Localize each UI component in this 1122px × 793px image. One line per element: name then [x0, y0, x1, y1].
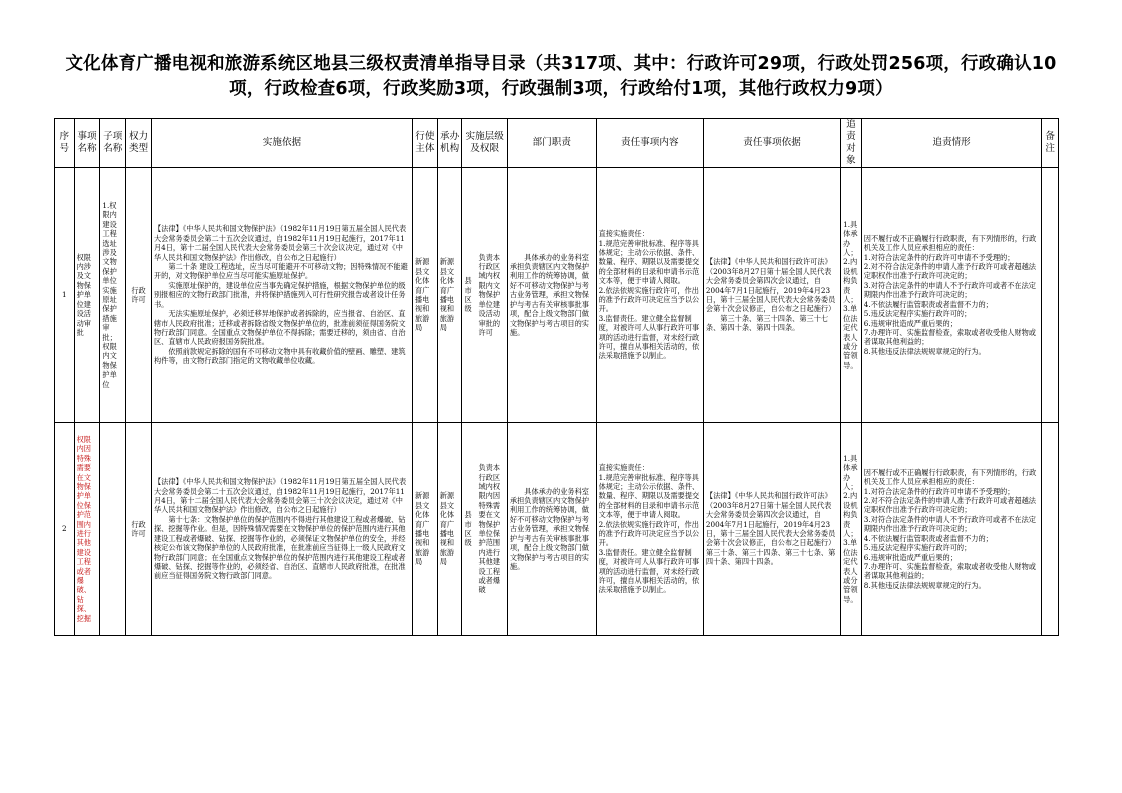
page-title: 文化体育广播电视和旅游系统区地县三级权责清单指导目录（共317项、其中：行政许可29项，行政处罚256项，行政确认10项，行政检查6项，行政奖励3项，行政强制3项，行政给付1项，其他行政权力9项）: [65, 54, 1057, 99]
header-accountable: 追责对象: [841, 119, 862, 168]
header-remark: 备注: [1042, 119, 1059, 168]
basis-cell: 【法律】《中华人民共和国文物保护法》（1982年11月19日第五届全国人民代表大会常务委员会第二十五次会议通过，自1982年11月19日起施行，2017年11月4日，第十二届全国人民代表大会常务委员会第三十次会议决定，通过对《中华人民共和国文物保护法》作出修改，自公布之日起施行） 第十七条：文物保护单位的保护范围内不得进行其他建设工程或者爆破、钻探、挖掘等作业。但是，因特殊情况需要在文物保护单位的保护范围内进行其他建设工程或者爆破、钻探、挖掘等作业的，必须保证文物保护单位的安全，并经核定公布该文物保护单位的人民政府批准，在批准前应当征得上一级人民政府文物行政部门同意；在全国重点文物保护单位的保护范围内进行其他建设工程或者爆破、钻探、挖掘等作业的，必须经省、自治区、直辖市人民政府批准，在批准前应当征得国务院文物行政部门同意。: [151, 423, 412, 636]
remark-cell: [1042, 423, 1059, 636]
seq-cell: 1: [55, 168, 75, 423]
remark-cell: [1042, 168, 1059, 423]
resp-content-cell: 直接实施责任： 1.规范完善审批标准、程序等具体规定；主动公示依据、条件、数量、程序、期限以及需要提交的全部材料的目录和申请书示范文本等，便于申请人阅取。 2.依法依规实施行政许可，作出的准予行政许可决定应当予以公开。 3.监督责任。建立健全监督制度，对被许可人从事行政许可事项的活动进行监督，对未经行政许可，擅自从事相关活动的，依法采取措施予以制止。: [596, 168, 703, 423]
item-name-cell: 权限内涉及文物保护单位建设活动审批: [74, 168, 100, 423]
power-type-cell: 行政许可: [126, 423, 152, 636]
table-row: [55, 168, 1059, 423]
header-handler: 承办机构: [437, 119, 462, 168]
seq-cell: 2: [55, 423, 75, 636]
level-limit: 负责本行政区域内权限内文物保护单位建设活动审批的许可: [478, 252, 501, 337]
level-cell: [462, 168, 507, 423]
accountable-case-cell: 因不履行或不正确履行行政职责，有下列情形的，行政机关及工作人员应承担相应的责任： 1.对符合法定条件的行政许可申请不予受理的； 2.对不符合法定条件的申请人准予行政许可或者超越法定职权作出准予行政许可决定的； 3.对符合法定条件的申请人不予行政许可或者不在法定期限内作出准予行政许可决定的； 4.不依法履行监管职责或者监督不力的； 5.违反法定程序实施行政许可的； 6.违规审批造成严重后果的； 7.办理许可、实施监督检查，索取或者收受他人财物或者谋取其他利益的； 8.其他违反法律法规规章规定的行为。: [861, 168, 1042, 423]
header-resp-basis: 责任事项依据: [703, 119, 840, 168]
header-basis: 实施依据: [151, 119, 412, 168]
sub-item-cell: [100, 423, 126, 636]
dept-duty-cell: 具体承办的业务科室承担负责辖区内文物保护利用工作的统筹协调，做好不可移动文物保护与考古业务管理，承担文物保护与考古有关审核事批事项，配合上级文物部门做文物保护与考古项目的实施。: [507, 168, 596, 423]
accountable-case-cell: 因不履行或不正确履行行政职责，有下列情形的，行政机关及工作人员应承担相应的责任： 1.对符合法定条件的行政许可申请不予受理的； 2.对不符合法定条件的申请人准予行政许可或者超越法定职权作出准予行政许可决定的； 3.对符合法定条件的申请人不予行政许可或者不在法定期限内作出准予行政许可决定的； 4.不依法履行监管职责或者监督不力的； 5.违反法定程序实施行政许可的； 6.违规审批造成严重后果的； 7.办理许可、实施监督检查，索取或者收受他人财物或者谋取其他利益的； 8.其他违反法律法规规章规定的行为。: [861, 423, 1042, 636]
header-subject: 行使主体: [412, 119, 437, 168]
subject-cell: 新源县文化体育广播电视和旅游局: [412, 423, 437, 636]
table-row: [55, 423, 1059, 636]
header-seq: 序号: [55, 119, 75, 168]
sub-item-cell: 1.权限内建设工程选址涉及文物保护单位实施原址保护措施审批；权限内文物保护单位: [100, 168, 126, 423]
item-name-cell: 权限内因特殊需要在文物保护单位保护范围内进行其他建设工程或者爆破、钻探、挖掘: [74, 423, 100, 636]
resp-basis-cell: 【法律】《中华人民共和国行政许可法》（2003年8月27日第十届全国人民代表大会常务委员会第四次会议通过，自2004年7月1日起施行，2019年4月23日，第十三届全国人民代表大会常务委员会第十次会议修正，自公布之日起施行） 第三十条、第三十四条、第三十七条、第四十条、第四十四条。: [703, 423, 840, 636]
level-label: 县市区级: [464, 510, 472, 548]
resp-content-cell: 直接实施责任： 1.规范完善审批标准、程序等具体规定；主动公示依据、条件、数量、程序、期限以及需要提交的全部材料的目录和申请书示范文本等，便于申请人阅取。 2.依法依规实施行政许可，作出的准予行政许可决定应当予以公开。 3.监督责任。建立健全监督制度，对被许可人从事行政许可事项的活动进行监督，对未经行政许可，擅自从事相关活动的，依法采取措施予以制止。: [596, 423, 703, 636]
responsibility-table: [54, 118, 1059, 636]
accountable-cell: 1.具体承办人； 2.内设机构负责人； 3.单位法定代表人或分管领导。: [841, 423, 862, 636]
header-sub-item: 子项名称: [100, 119, 126, 168]
basis-cell: 【法律】《中华人民共和国文物保护法》（1982年11月19日第五届全国人民代表大会常务委员会第二十五次会议通过，自1982年11月19日起施行，2017年11月4日，第十二届全国人民代表大会常务委员会第三十次会议决定，通过对《中华人民共和国文物保护法》作出修改，自公布之日起施行） 第二十条 建设工程选址，应当尽可能避开不可移动文物；因特殊情况不能避开的，对文物保护单位应当尽可能实施原址保护。 实施原址保护的，建设单位应当事先确定保护措施，根据文物保护单位的级别报相应的文物行政部门批准，并将保护措施列入可行性研究报告或者设计任务书。 无法实施原址保护，必须迁移异地保护或者拆除的，应当报省、自治区、直辖市人民政府批准；迁移或者拆除省级文物保护单位的，批准前须征得国务院文物行政部门同意。全国重点文物保护单位不得拆除；需要迁移的，须由省、自治区、直辖市人民政府报国务院批准。 依照前款规定拆除的国有不可移动文物中具有收藏价值的壁画、雕塑、建筑构件等，由文物行政部门指定的文物收藏单位收藏。: [151, 168, 412, 423]
dept-duty-cell: 具体承办的业务科室承担负责辖区内文物保护利用工作的统筹协调，做好不可移动文物保护与考古业务管理，承担文物保护与考古有关审核事批事项，配合上级文物部门做文物保护与考古项目的实施。: [507, 423, 596, 636]
header-resp-content: 责任事项内容: [596, 119, 703, 168]
header-power-type: 权力类型: [126, 119, 152, 168]
handler-cell: 新源县文化体育广播电视和旅游局: [437, 423, 462, 636]
header-item-name: 事项名称: [74, 119, 100, 168]
header-level: 实施层级及权限: [462, 119, 507, 168]
resp-basis-cell: 【法律】《中华人民共和国行政许可法》（2003年8月27日第十届全国人民代表大会常务委员会第四次会议通过，自2004年7月1日起施行，2019年4月23日，第十三届全国人民代表大会常务委员会第十次会议修正，自公布之日起施行） 第三十条、第三十四条、第三十七条、第四十条、第四十四条。: [703, 168, 840, 423]
header-dept-duty: 部门职责: [507, 119, 596, 168]
table-header: [55, 119, 1059, 168]
accountable-cell: 1.具体承办人； 2.内设机构负责人； 3.单位法定代表人或分管领导。: [841, 168, 862, 423]
header-accountable-case: 追责情形: [861, 119, 1042, 168]
power-type-cell: 行政许可: [126, 168, 152, 423]
level-cell: [462, 423, 507, 636]
handler-cell: 新源县文化体育广播电视和旅游局: [437, 168, 462, 423]
level-label: 县市区级: [464, 276, 472, 314]
subject-cell: 新源县文化体育广播电视和旅游局: [412, 168, 437, 423]
level-limit: 负责本行政区域内权限内因特殊需要在文物保护单位保护范围内进行其他建设工程或者爆破: [478, 463, 501, 595]
